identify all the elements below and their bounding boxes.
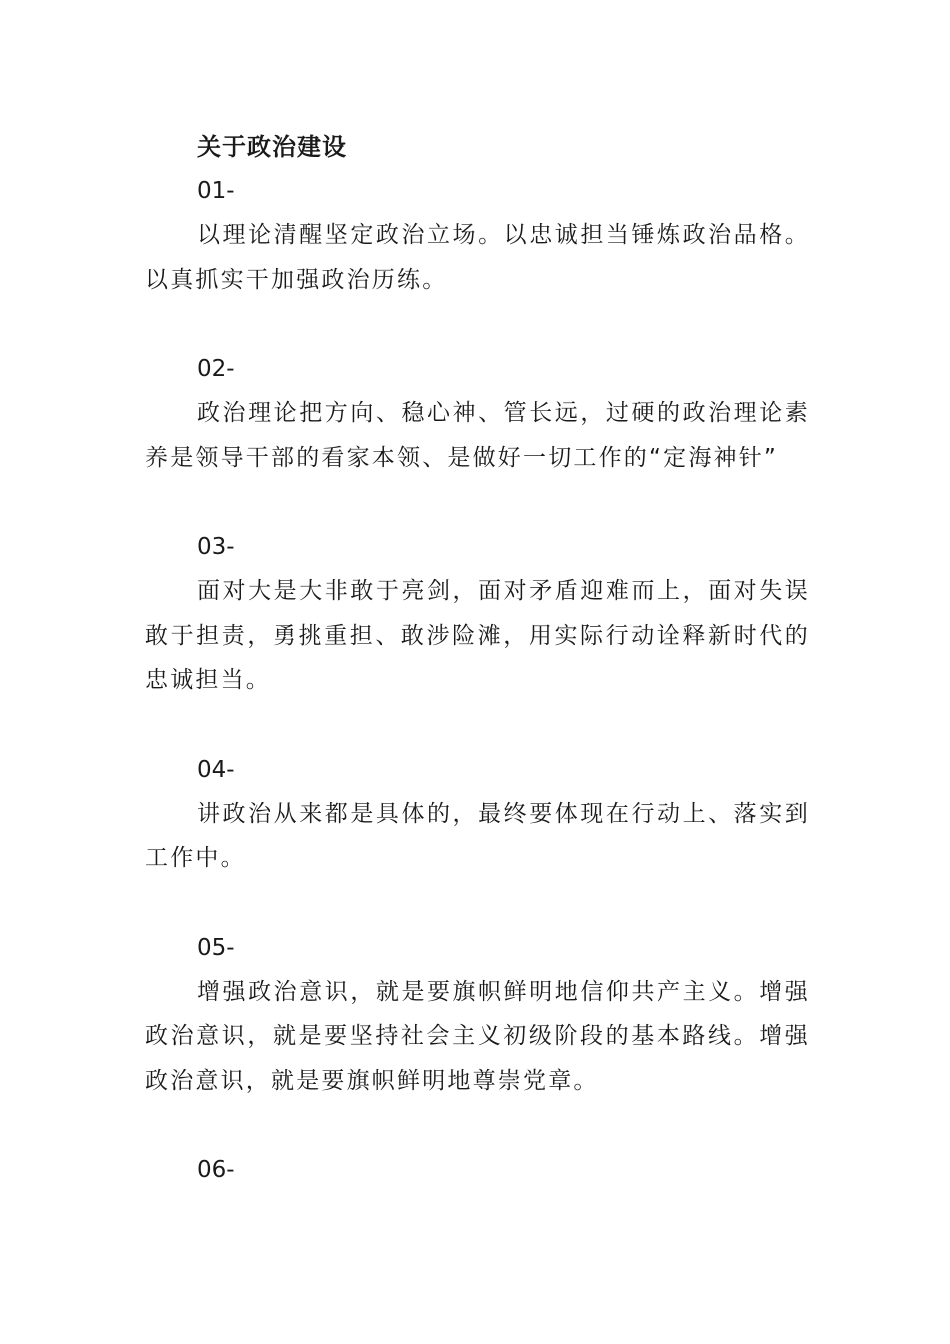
section-03 [145,525,810,703]
section-paragraph: 政治理论把方向、稳心神、管长远，过硬的政治理论素养是领导干部的看家本领、是做好一切工作的“定海神针” [145,400,810,471]
spacer [145,480,810,525]
section-paragraph: 讲政治从来都是具体的，最终要体现在行动上、落实到工作中。 [145,800,810,871]
section-04 [145,748,810,881]
section-number: 01- [197,178,235,204]
spacer [145,703,810,748]
section-06 [145,1148,810,1192]
section-05 [145,926,810,1104]
section-number: 03- [197,534,235,560]
section-number: 02- [197,356,235,382]
section-number: 05- [197,934,235,961]
spacer [145,302,810,347]
section-paragraph: 面对大是大非敢于亮剑，面对矛盾迎难而上，面对失误敢于担责，勇挑重担、敢涉险滩，用实际行动诠释新时代的忠诚担当。 [145,578,810,693]
section-02 [145,347,810,480]
section-number: 04- [197,756,235,783]
spacer [145,1103,810,1148]
section-number: 06- [197,1157,235,1183]
section-paragraph: 增强政治意识，就是要旗帜鲜明地信仰共产主义。增强政治意识，就是要坚持社会主义初级阶段的基本路线。增强政治意识，就是要旗帜鲜明地尊崇党章。 [145,978,810,1094]
spacer [145,881,810,926]
section-01 [145,169,810,302]
document-body [145,125,810,1192]
document-title: 关于政治建设 [197,133,347,161]
section-paragraph: 以理论清醒坚定政治立场。以忠诚担当锤炼政治品格。以真抓实干加强政治历练。 [145,222,810,293]
